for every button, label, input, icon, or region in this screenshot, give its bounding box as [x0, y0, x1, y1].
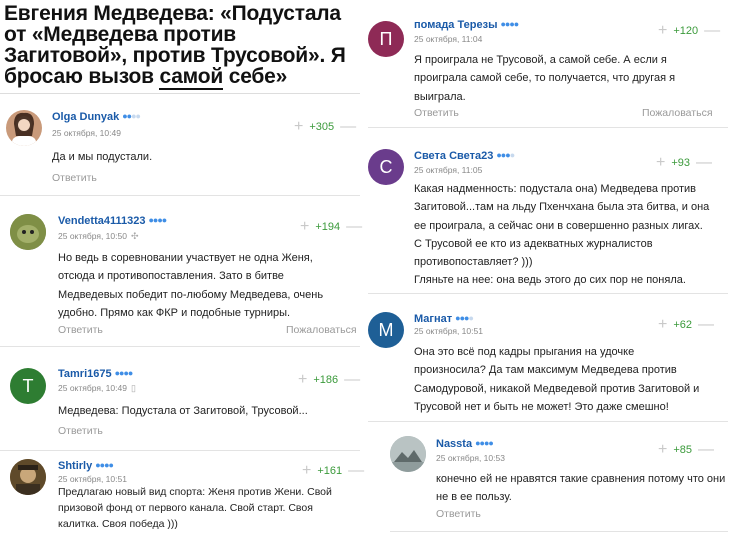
- comment-text: Медведева: Подустала от Загитовой, Трусовой...: [58, 405, 308, 417]
- comment-date: 25 октября, 11:04: [414, 34, 483, 44]
- downvote-icon[interactable]: —: [344, 371, 361, 388]
- comment-tamri: [0, 353, 360, 451]
- vote-box: [658, 316, 714, 334]
- comment-sveta: [368, 138, 728, 294]
- vote-box: [658, 22, 720, 40]
- reply-link[interactable]: Ответить: [52, 172, 97, 184]
- rating-dots-icon: ●●●●: [500, 19, 519, 29]
- upvote-icon[interactable]: +: [302, 462, 312, 479]
- comment-date: 25 октября, 10:49 ▯: [58, 383, 136, 393]
- complain-link[interactable]: Пожаловаться: [286, 324, 357, 336]
- downvote-icon[interactable]: —: [346, 218, 363, 235]
- comment-text: Да и мы подустали.: [52, 151, 153, 163]
- reply-link[interactable]: Ответить: [58, 425, 103, 437]
- avatar[interactable]: [6, 110, 42, 146]
- vote-box: [302, 462, 364, 480]
- avatar[interactable]: Т: [10, 368, 46, 404]
- comment-date: 25 октября, 11:05: [414, 165, 483, 175]
- reply-link[interactable]: Ответить: [414, 107, 459, 119]
- vote-count: +305: [309, 121, 335, 133]
- downvote-icon[interactable]: —: [696, 154, 713, 171]
- comment-date: 25 октября, 10:53: [436, 453, 505, 463]
- comment-nassta: [390, 428, 728, 532]
- comment-text: Но ведь в соревновании участвует не одна Женя, отсюда и противопоставления. Зато в битве Медведевых победит по-любому Медведева, очень удобно. Прямо как ФКР и подобные турниры.: [58, 252, 324, 319]
- complain-link[interactable]: Пожаловаться: [642, 107, 713, 119]
- comment-text: Она это всё под кадры прыгания на удочке произносила? Да там максимум Медведева против Самодуровой, никакой Медведевой против Загитовой и Трусовой нет и быть не может! Это даже смешно!: [414, 346, 700, 413]
- avatar[interactable]: [10, 459, 46, 495]
- avatar[interactable]: С: [368, 149, 404, 185]
- title-text-end: себе»: [223, 65, 288, 88]
- comment-date: 25 октября, 10:51: [414, 326, 483, 336]
- vote-box: [300, 218, 362, 236]
- rating-dots-icon: ●●●●: [114, 368, 133, 378]
- article-title: [0, 0, 362, 93]
- vote-box: [656, 154, 712, 172]
- vote-count: +62: [673, 319, 693, 331]
- upvote-icon[interactable]: +: [300, 218, 310, 235]
- title-underlined-word: самой: [159, 65, 224, 88]
- reply-link[interactable]: Ответить: [58, 324, 103, 336]
- comment-text: Предлагаю новый вид спорта: Женя против Жени. Свой призовой фонд от первого канала. Свой старт. Своя калитка. Своя победа ))): [58, 486, 332, 530]
- rating-dots-icon: ●●●●: [496, 150, 515, 160]
- rating-dots-icon: ●●●●: [455, 313, 473, 323]
- user-name[interactable]: Tamri1675 ●●●●: [58, 368, 133, 380]
- gear-icon: ✣: [130, 231, 139, 241]
- user-name[interactable]: Olga Dunyak ●●●●: [52, 111, 140, 123]
- downvote-icon[interactable]: —: [340, 118, 357, 135]
- avatar[interactable]: [10, 214, 46, 250]
- comment-vendetta: [0, 197, 363, 347]
- comment-olga: [0, 96, 360, 196]
- title-text: Евгения Медведева: «Подустала от «Медведева против Загитовой», против Трусовой». Я бросаю вызов: [4, 2, 346, 88]
- user-name[interactable]: Vendetta4111323 ●●●●: [58, 215, 167, 227]
- rating-dots-icon: ●●●●: [475, 438, 493, 448]
- avatar[interactable]: П: [368, 21, 404, 57]
- upvote-icon[interactable]: +: [658, 22, 668, 39]
- upvote-icon[interactable]: +: [294, 118, 304, 135]
- avatar[interactable]: М: [368, 312, 404, 348]
- user-name[interactable]: Магнат ●●●●: [414, 313, 473, 325]
- comment-date: 25 октября, 10:49: [52, 128, 121, 138]
- title-divider: [0, 93, 360, 94]
- upvote-icon[interactable]: +: [658, 316, 668, 333]
- phone-icon: ▯: [130, 383, 136, 393]
- vote-box: [298, 371, 360, 389]
- comment-date: 25 октября, 10:51: [58, 474, 127, 484]
- vote-count: +85: [673, 444, 693, 456]
- downvote-icon[interactable]: —: [348, 462, 365, 479]
- rating-dots-icon: ●●●●: [95, 460, 113, 470]
- downvote-icon[interactable]: —: [698, 316, 715, 333]
- left-column: [0, 0, 362, 93]
- vote-count: +120: [673, 25, 699, 37]
- downvote-icon[interactable]: —: [704, 22, 721, 39]
- comment-date: 25 октября, 10:50 ✣: [58, 231, 139, 241]
- comment-pomada: [368, 8, 728, 128]
- rating-dots-icon: ●●●●: [122, 111, 140, 121]
- comment-text: Я проиграла не Трусовой, а самой себе. А если я проиграла самой себе, то получается, что другая я выиграла.: [414, 54, 676, 103]
- vote-count: +93: [671, 157, 691, 169]
- vote-count: +194: [315, 221, 341, 233]
- user-name[interactable]: Света Света23 ●●●●: [414, 150, 515, 162]
- comment-text: конечно ей не нравятся такие сравнения потому что они не в ее пользу.: [436, 473, 726, 504]
- comment-text: Какая надменность: подустала она) Медведева против Загитовой...там на льду Пхенчхана была эта битва, и она ее проиграла, а сейчас они в совершенно разных лигах. С Трусовой ее кто из адекватных журналистов противопоставляет? ))) Гляньте на нее: она ведь этого до сих пор не поняла.: [414, 183, 710, 287]
- user-name[interactable]: Shtirly ●●●●: [58, 460, 113, 472]
- downvote-icon[interactable]: —: [698, 441, 715, 458]
- vote-box: [294, 118, 356, 136]
- user-name[interactable]: помада Терезы ●●●●: [414, 19, 519, 31]
- vote-count: +186: [313, 374, 339, 386]
- user-name[interactable]: Nassta ●●●●: [436, 438, 493, 450]
- upvote-icon[interactable]: +: [656, 154, 666, 171]
- avatar[interactable]: [390, 436, 426, 472]
- rating-dots-icon: ●●●●: [148, 215, 167, 225]
- vote-box: [658, 441, 714, 459]
- comment-shtirly: [0, 452, 365, 548]
- vote-count: +161: [317, 465, 343, 477]
- upvote-icon[interactable]: +: [658, 441, 668, 458]
- upvote-icon[interactable]: +: [298, 371, 308, 388]
- comment-magnat: [368, 300, 728, 422]
- reply-link[interactable]: Ответить: [436, 508, 481, 520]
